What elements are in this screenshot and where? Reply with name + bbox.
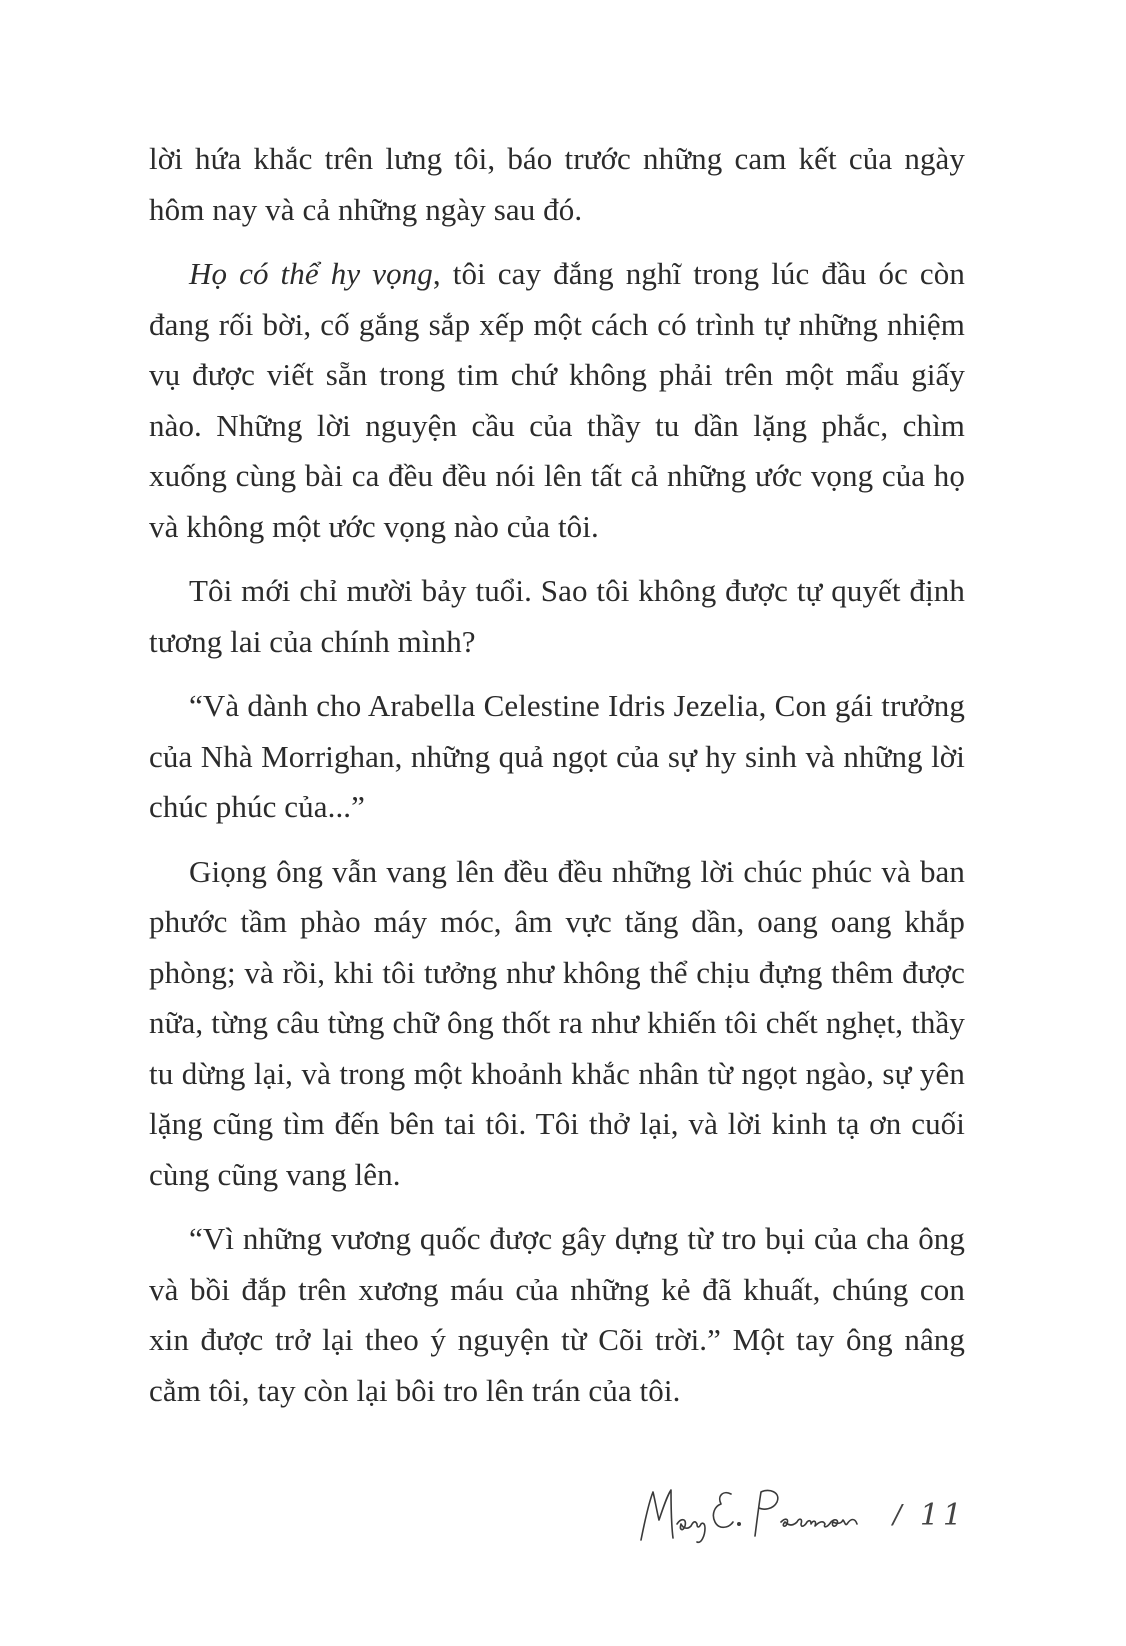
page-footer xyxy=(635,1480,966,1550)
paragraph-2-text: , tôi cay đắng nghĩ trong lúc đầu óc còn đang rối bời, cố gắng sắp xếp một cách có trình tự những nhiệm vụ được viết sẵn trong tim chứ không phải trên một mẩu giấy nào. Những lời nguyện cầu của thầy tu dần lặng phắc, chìm xuống cùng bài ca đều đều nói lên tất cả những ước vọng của họ và không một ước vọng nào của tôi. xyxy=(149,256,965,544)
paragraph-4-text: “Và dành cho Arabella Celestine Idris Jezelia, Con gái trưởng của Nhà Morrighan, những quả ngọt của sự hy sinh và những lời chúc phúc của...” xyxy=(149,688,965,824)
page-number: 11 xyxy=(919,1497,966,1533)
paragraph-6 xyxy=(149,1214,965,1416)
paragraph-3-text: Tôi mới chỉ mười bảy tuổi. Sao tôi không được tự quyết định tương lai của chính mình? xyxy=(149,573,965,659)
page-body xyxy=(149,134,965,1430)
author-signature xyxy=(635,1480,875,1550)
footer-separator: / xyxy=(893,1500,902,1530)
paragraph-5 xyxy=(149,847,965,1201)
paragraph-2 xyxy=(149,249,965,552)
paragraph-4 xyxy=(149,681,965,833)
paragraph-1-text: lời hứa khắc trên lưng tôi, báo trước những cam kết của ngày hôm nay và cả những ngày sau đó. xyxy=(149,141,965,227)
paragraph-2-italic-lead: Họ có thể hy vọng xyxy=(189,256,433,291)
paragraph-5-text: Giọng ông vẫn vang lên đều đều những lời chúc phúc và ban phước tầm phào máy móc, âm vực tăng dần, oang oang khắp phòng; và rồi, khi tôi tưởng như không thể chịu đựng thêm được nữa, từng câu từng chữ ông thốt ra như khiến tôi chết nghẹt, thầy tu dừng lại, và trong một khoảnh khắc nhân từ ngọt ngào, sự yên lặng cũng tìm đến bên tai tôi. Tôi thở lại, và lời kinh tạ ơn cuối cùng cũng vang lên. xyxy=(149,853,965,1192)
paragraph-6-text: “Vì những vương quốc được gây dựng từ tro bụi của cha ông và bồi đắp trên xương máu của những kẻ đã khuất, chúng con xin được trở lại theo ý nguyện từ Cõi trời.” Một tay ông nâng cằm tôi, tay còn lại bôi tro lên trán của tôi. xyxy=(149,1221,965,1408)
paragraph-1 xyxy=(149,134,965,235)
paragraph-3 xyxy=(149,566,965,667)
